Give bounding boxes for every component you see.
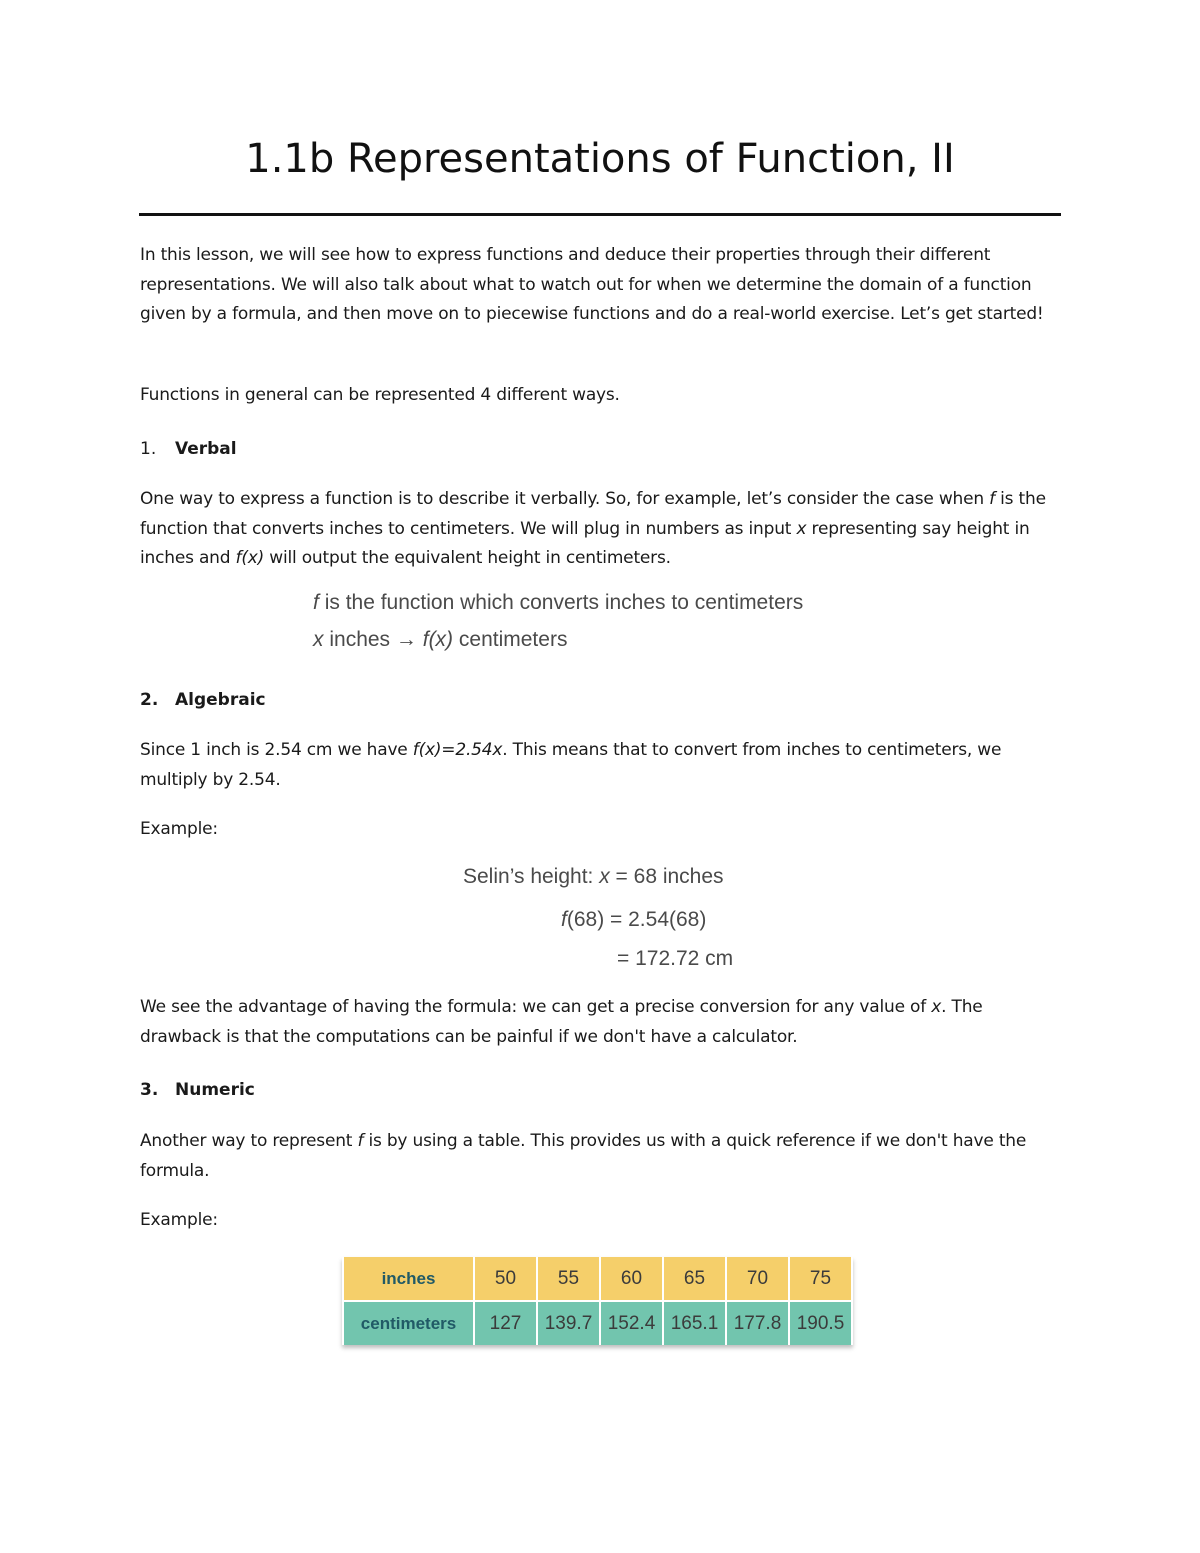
section-number: 3. [140,1080,159,1100]
algebraic-math-line-1: Selin’s height: x = 68 inches [463,865,724,888]
verbal-paragraph: One way to express a function is to describe it verbally. So, for example, let’s consider the case when f is the function that converts inches to centimeters. We will plug in numbers as input x representing say height in inches and f(x) will output the equivalent height in centimeters. [140,489,1046,568]
algebraic-paragraph: Since 1 inch is 2.54 cm we have f(x)=2.54x. This means that to convert from inches to centimeters, we multiply by 2.54. [140,740,1002,790]
section-heading-algebraic [140,690,266,710]
table-row-label: inches [344,1257,473,1302]
table-cell: 65 [664,1257,725,1302]
intro-paragraph: In this lesson, we will see how to express functions and deduce their properties through their different representations. We will also talk about what to watch out for when we determine the domain of a function given by a formula, and then move on to piecewise functions and do a real-world exercise. Let’s get started! [140,245,1044,324]
table-cell: 165.1 [664,1302,725,1345]
section-heading-verbal [140,439,237,459]
table-cell: 177.8 [727,1302,788,1345]
table-row-inches [344,1257,851,1302]
verbal-math-line-2: x inches → f(x) centimeters [313,628,568,651]
page-title: 1.1b Representations of Function, II [245,136,955,182]
table-cell: 152.4 [601,1302,662,1345]
table-cell: 70 [727,1257,788,1302]
table-cell: 139.7 [538,1302,599,1345]
table-row-centimeters [344,1302,851,1345]
section-title: Numeric [175,1080,255,1100]
section-title: Algebraic [175,690,266,710]
algebraic-after-paragraph: We see the advantage of having the formula: we can get a precise conversion for any value of x. The drawback is that the computations can be painful if we don't have a calculator. [140,997,983,1047]
numeric-example-label: Example: [140,1210,218,1230]
numeric-paragraph: Another way to represent f is by using a table. This provides us with a quick reference if we don't have the formula. [140,1131,1027,1181]
title-divider [139,213,1061,216]
algebraic-math-line-2: f(68) = 2.54(68) [561,908,707,931]
table-cell: 190.5 [790,1302,851,1345]
table-cell: 55 [538,1257,599,1302]
section-number: 1. [140,439,157,459]
section-title: Verbal [175,439,237,459]
table-row-label: centimeters [344,1302,473,1345]
algebraic-math-line-3: = 172.72 cm [617,947,734,970]
conversion-table [342,1257,853,1345]
table-cell: 127 [475,1302,536,1345]
ways-paragraph: Functions in general can be represented 4 different ways. [140,385,620,405]
table-cell: 50 [475,1257,536,1302]
section-number: 2. [140,690,159,710]
table-cell: 75 [790,1257,851,1302]
algebraic-example-label: Example: [140,819,218,839]
verbal-math-line-1: f is the function which converts inches to centimeters [313,591,804,614]
table-cell: 60 [601,1257,662,1302]
section-heading-numeric [140,1080,255,1100]
